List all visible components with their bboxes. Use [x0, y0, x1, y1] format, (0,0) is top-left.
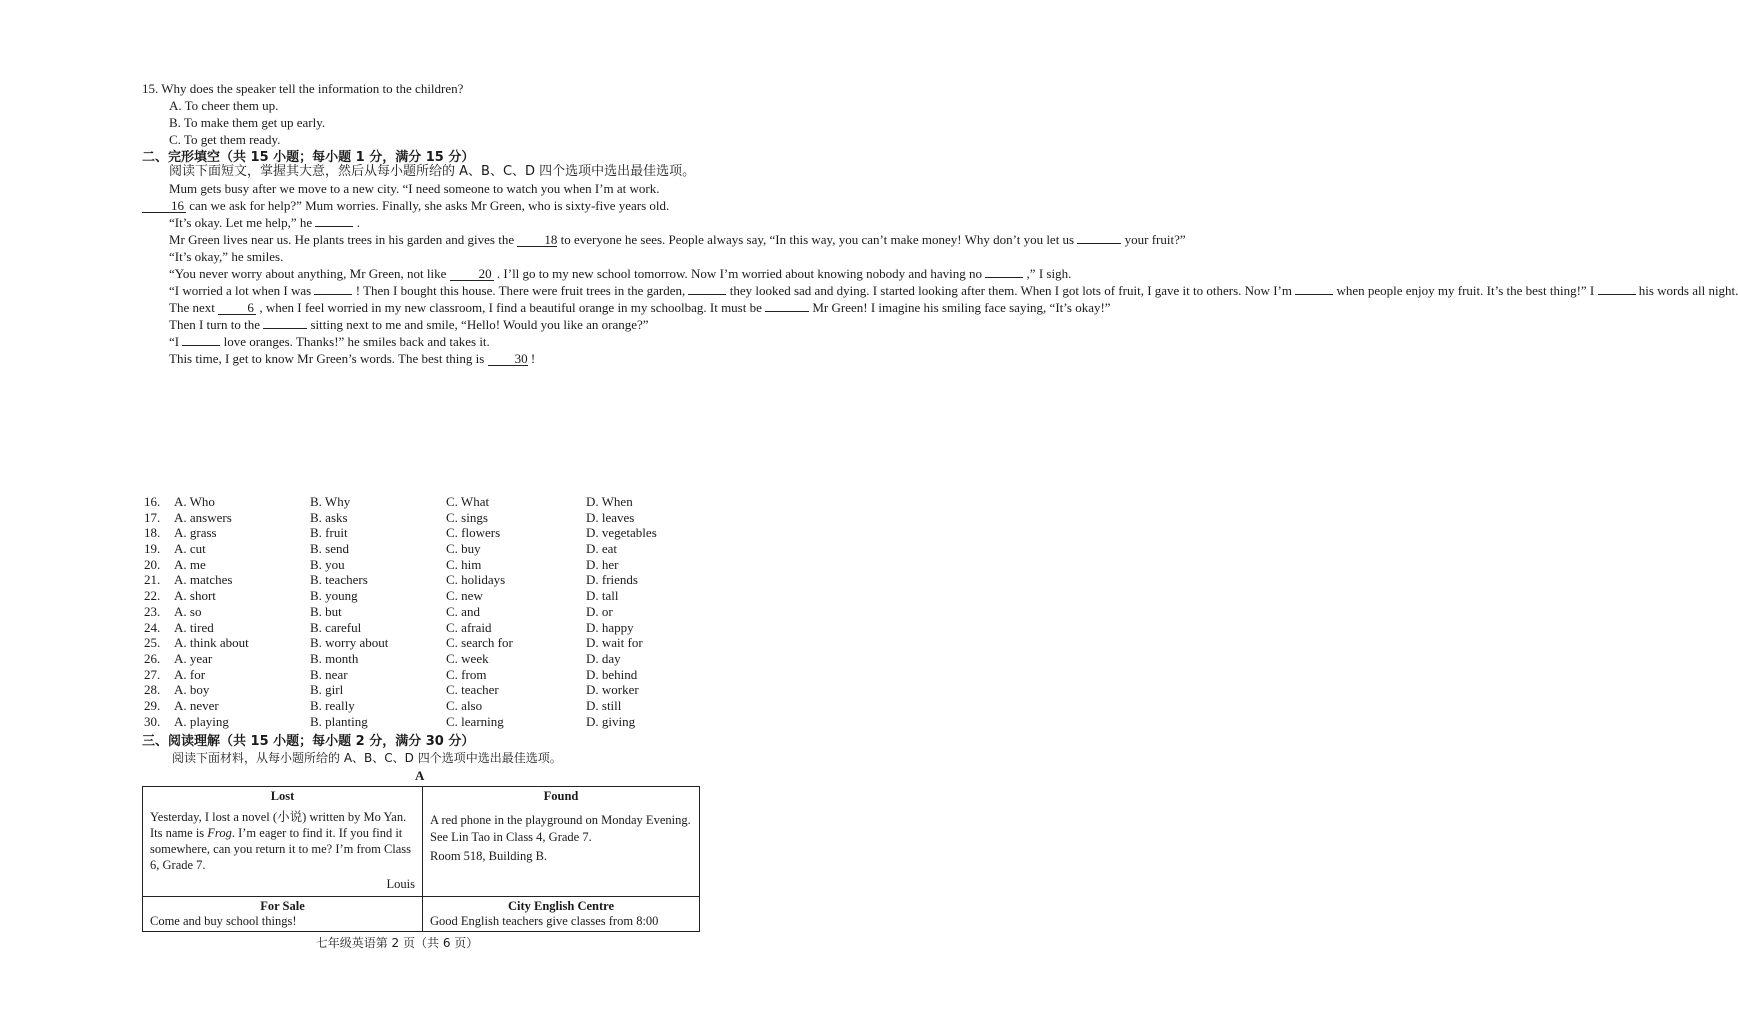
notice-table [142, 786, 700, 932]
option-row-17: 17. A. answers B. asks C. sings D. leaves [144, 509, 635, 525]
lost-text: Yesterday, I lost a novel (小说) written by Mo Yan. Its name is Frog. I’m eager to find it. If you find it somewhere, can you return it to me? I’m from Class 6, Grade 7. [150, 810, 412, 872]
question-15-option-b: B. To make them get up early. [169, 115, 326, 130]
blank-20: 20 [450, 267, 494, 281]
for-sale-title: For Sale [260, 899, 305, 913]
for-sale-notice [143, 897, 423, 932]
found-room: Room 518, Building B. [430, 849, 548, 863]
english-centre-notice [423, 897, 700, 932]
blank-21 [985, 277, 1023, 278]
paragraph-4: “It’s okay,” he smiles. [169, 249, 284, 264]
option-row-18: 18. A. grass B. fruit C. flowers D. vegetables [144, 525, 657, 541]
for-sale-text: Come and buy school things! [150, 914, 297, 928]
question-15-option-a: A. To cheer them up. [169, 98, 279, 113]
section-3-instruction: 阅读下面材料，从每小题所给的 A、B、C、D 四个选项中选出最佳选项。 [172, 751, 562, 765]
blank-22 [314, 294, 352, 295]
option-row-21: 21. A. matches B. teachers C. holidays D. friends [144, 572, 638, 588]
question-15-stem: 15. Why does the speaker tell the information to the children? [142, 81, 464, 96]
paragraph-3: Mr Green lives near us. He plants trees in his garden and gives the 18 to everyone he sees. People always say, “In this way, you can’t make money! Why don’t you let us your fruit?” [169, 232, 1186, 247]
blank-30: 30 [488, 352, 528, 366]
blank-28 [263, 328, 307, 329]
option-row-20: 20. A. me B. you C. him D. her [144, 556, 619, 572]
found-title: Found [543, 789, 579, 803]
paragraph-2: “It’s okay. Let me help,” he . [169, 215, 360, 230]
option-row-29: 29. A. never B. really C. also D. still [144, 697, 622, 713]
english-centre-title: City English Centre [507, 899, 615, 913]
blank-17 [315, 226, 353, 227]
blank-24 [1295, 294, 1333, 295]
option-row-30: 30. A. playing B. planting C. learning D. giving [144, 713, 636, 729]
blank-29 [182, 345, 220, 346]
question-15-option-c: C. To get them ready. [169, 132, 281, 147]
option-row-28: 28. A. boy B. girl C. teacher D. worker [144, 682, 639, 698]
blank-18: 18 [517, 233, 557, 247]
option-row-24: 24. A. tired B. careful C. afraid D. happy [144, 619, 634, 635]
option-row-25: 25. A. think about B. worry about C. search for D. wait for [144, 635, 643, 651]
paragraph-5: “You never worry about anything, Mr Green, not like 20 . I’ll go to my new school tomorrow. Now I’m worried about knowing nobody and having no ,” I sigh. [169, 266, 1072, 281]
page-footer: 七年级英语第 2 页（共 6 页） [315, 936, 479, 950]
paragraph-6: “I worried a lot when I was ! Then I bought this house. There were fruit trees in the garden, they looked sad and dying. I started looking after them. When I got lots of fruit, I gave it to others. Now I’m when people enjoy my fruit. It’s the best thing!” I his words all night. [169, 283, 1738, 298]
section-2-heading: 二、完形填空（共 15 小题；每小题 1 分，满分 15 分） [142, 150, 475, 165]
paragraph-10: This time, I get to know Mr Green’s words. The best thing is 30 ! [169, 351, 536, 366]
blank-23 [688, 294, 726, 295]
blank-27 [765, 311, 809, 312]
paragraph-9: “I love oranges. Thanks!” he smiles back and takes it. [169, 334, 490, 349]
option-row-16: 16. A. Who B. Why C. What D. When [144, 494, 633, 509]
option-row-23: 23. A. so B. but C. and D. or [144, 603, 613, 619]
english-centre-text: Good English teachers give classes from 8:00 [430, 914, 659, 928]
cloze-passage [142, 163, 1738, 367]
section-3-heading: 三、阅读理解（共 15 小题；每小题 2 分，满分 30 分） [142, 734, 475, 749]
part-a-label: A [415, 768, 425, 783]
option-row-27: 27. A. for B. near C. from D. behind [144, 666, 638, 682]
cloze-options [144, 494, 704, 729]
section-2-instruction: 阅读下面短文，掌握其大意，然后从每小题所给的 A、B、C、D 四个选项中选出最佳选项。 [169, 164, 696, 179]
paragraph-8: Then I turn to the sitting next to me and smile, “Hello! Would you like an orange?” [169, 317, 649, 332]
paragraph-7: The next 6 , when I feel worried in my new classroom, I find a beautiful orange in my schoolbag. It must be Mr Green! I imagine his smiling face saying, “It’s okay!” [169, 300, 1111, 315]
found-notice [423, 787, 700, 897]
paragraph-1: Mum gets busy after we move to a new city. “I need someone to watch you when I’m at work. 16 can we ask for help?” Mum worries. Finally, she asks Mr Green, who is sixty-five years old. [142, 180, 700, 214]
lost-signature: Louis [386, 877, 415, 891]
question-15 [142, 80, 463, 148]
blank-19 [1077, 243, 1121, 244]
blank-26: 6 [218, 301, 256, 315]
lost-title: Lost [270, 789, 295, 803]
blank-25 [1598, 294, 1636, 295]
lost-notice [143, 787, 423, 897]
blank-16: 16 [142, 199, 186, 213]
option-row-19: 19. A. cut B. send C. buy D. eat [144, 541, 618, 557]
found-text: A red phone in the playground on Monday Evening. See Lin Tao in Class 4, Grade 7. [430, 813, 691, 844]
option-row-26: 26. A. year B. month C. week D. day [144, 650, 621, 666]
option-row-22: 22. A. short B. young C. new D. tall [144, 588, 619, 604]
